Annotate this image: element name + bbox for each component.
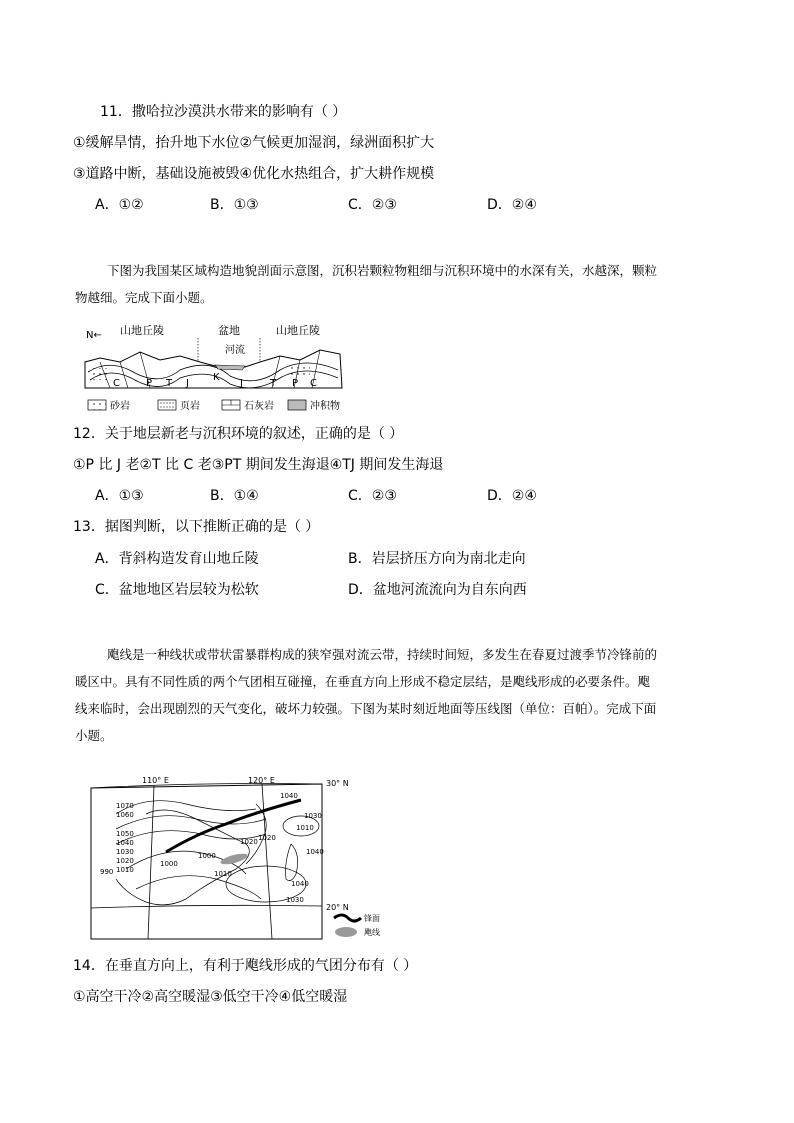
label-basin: 盆地 <box>218 324 240 337</box>
legend-sandstone: 砂岩 <box>110 401 130 412</box>
q12-statements: ①P 比 J 老②T 比 C 老③PT 期间发生海退④TJ 期间发生海退 <box>73 457 444 473</box>
q14-stem: 14．在垂直方向上，有利于飑线形成的气团分布有（ ） <box>73 958 418 974</box>
stratum-label: C <box>310 378 317 389</box>
q12-option-c: C．②③ <box>348 488 397 504</box>
isobar-label: 1000 <box>160 860 178 868</box>
stratum-label: P <box>292 378 299 389</box>
intro2-line2: 暖区中。具有不同性质的两个气团相互碰撞，在垂直方向上形成不稳定层结，是飑线形成的必要条件。飑 <box>75 674 651 689</box>
isobar-label: 1030 <box>116 848 134 856</box>
q12-option-d: D．②④ <box>487 488 537 504</box>
isobar-label: 1050 <box>116 830 134 838</box>
intro2-line1: 飑线是一种线状或带状雷暴群构成的狭窄强对流云带，持续时间短，多发生在春夏过渡季节冷锋前的 <box>107 647 658 662</box>
isobar-label: 1060 <box>116 811 134 819</box>
legend-alluvium: 冲积物 <box>310 401 340 412</box>
q12-stem: 12．关于地层新老与沉积环境的叙述，正确的是（ ） <box>73 426 404 442</box>
isobar-label: 1020 <box>116 857 134 865</box>
q13-option-b: B．岩层挤压方向为南北走向 <box>348 551 526 567</box>
legend-limestone: 石灰岩 <box>244 401 274 412</box>
q13-option-c: C．盆地地区岩层较为松软 <box>95 582 259 598</box>
stratum-label: P <box>146 378 153 389</box>
stratum-label: C <box>113 378 120 389</box>
north-arrow-label: N← <box>86 330 102 341</box>
isobar-label: 990 <box>100 868 114 876</box>
isobar-label: 1070 <box>116 802 134 810</box>
lon-110-label: 110° E <box>142 776 169 785</box>
legend-squall-line: 飑线 <box>364 928 380 937</box>
stratum-label: J <box>240 378 243 389</box>
q11-stem: 11．撒哈拉沙漠洪水带来的影响有（ ） <box>100 104 347 120</box>
isobar-label: 1010 <box>116 866 134 874</box>
isobar-label: 1040 <box>280 792 298 800</box>
q13-option-d: D．盆地河流流向为自东向西 <box>348 582 527 598</box>
label-river: 河流 <box>225 345 245 356</box>
q13-stem: 13．据图判断，以下推断正确的是（ ） <box>73 519 320 535</box>
isobar-label: 1010 <box>214 870 232 878</box>
stratum-label: T <box>166 378 173 389</box>
q12-option-b: B．①④ <box>210 488 259 504</box>
q11-statements-1: ①缓解旱情，抬升地下水位②气候更加湿润，绿洲面积扩大 <box>73 135 435 151</box>
label-right-hills: 山地丘陵 <box>276 324 320 337</box>
stratum-label: K <box>213 372 220 383</box>
q12-option-a: A．①③ <box>95 488 144 504</box>
intro1-line1: 下图为我国某区域构造地貌剖面示意图，沉积岩颗粒物粗细与沉积环境中的水深有关，水越深，颗粒 <box>107 263 658 278</box>
lat-20-label: 20° N <box>326 903 349 912</box>
intro2-line4: 小题。 <box>75 728 113 743</box>
q14-statements: ①高空干冷②高空暖湿③低空干冷④低空暖湿 <box>73 989 348 1005</box>
q11-option-d: D．②④ <box>487 197 537 213</box>
q11-option-a: A．①② <box>95 197 144 213</box>
isobar-label: 1000 <box>198 852 216 860</box>
q11-statements-2: ③道路中断，基础设施被毁④优化水热组合，扩大耕作规模 <box>73 166 435 182</box>
isobar-label: 1040 <box>306 848 324 856</box>
isobar-label: 1020 <box>258 834 276 842</box>
q13-option-a: A．背斜构造发育山地丘陵 <box>95 551 259 567</box>
isobar-label: 1040 <box>116 839 134 847</box>
label-left-hills: 山地丘陵 <box>120 324 164 337</box>
intro2-line3: 线来临时，会出现剧烈的天气变化，破坏力较强。下图为某时刻近地面等压线图（单位：百帕）。完成下面 <box>75 701 657 716</box>
legend-front: 锋面 <box>364 914 380 923</box>
isobar-label: 1010 <box>296 824 314 832</box>
isobar-label: 1030 <box>286 896 304 904</box>
q11-option-b: B．①③ <box>210 197 259 213</box>
geology-section-figure <box>80 318 370 416</box>
intro1-line2: 物越细。完成下面小题。 <box>75 290 213 305</box>
isobar-label: 1020 <box>240 838 258 846</box>
q11-option-c: C．②③ <box>348 197 397 213</box>
lat-30-label: 30° N <box>326 779 349 788</box>
isobar-label: 1040 <box>291 880 309 888</box>
legend-shale: 页岩 <box>180 401 200 412</box>
stratum-label: T <box>270 378 277 389</box>
lon-120-label: 120° E <box>248 776 275 785</box>
isobar-map-figure <box>86 774 386 946</box>
isobar-label: 1030 <box>304 812 322 820</box>
stratum-label: J <box>186 378 189 389</box>
